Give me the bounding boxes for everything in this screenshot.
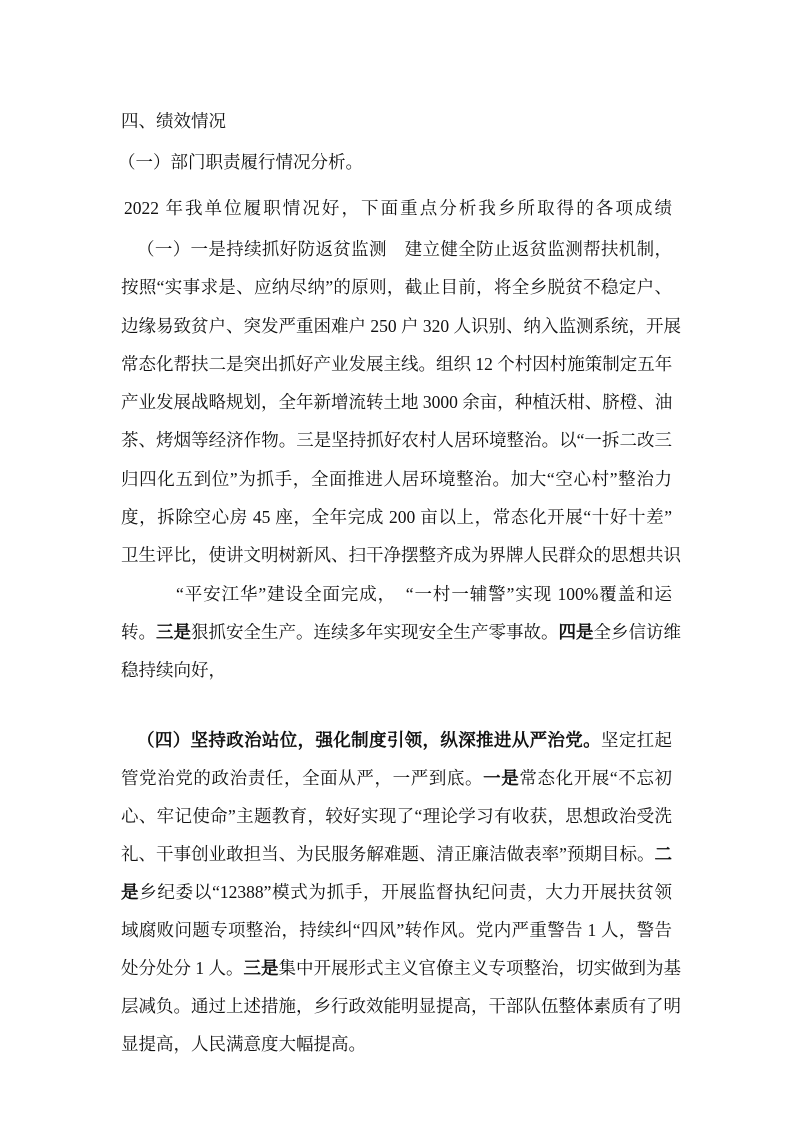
paragraph-line xyxy=(121,721,672,759)
subsection-heading: （一）部门职责履行情况分析。 xyxy=(118,152,363,172)
bold-text-segment: 一是 xyxy=(483,768,520,788)
bold-text-segment: 三是 xyxy=(156,621,191,642)
paragraph-line xyxy=(121,835,672,873)
text-segment: 集中开展形式主义官僚主义专项整治，切实做到为基 xyxy=(278,958,681,978)
text-segment: 处分处分 1 人。 xyxy=(121,958,244,978)
paragraph-line xyxy=(121,873,672,911)
paragraph-line: 常态化帮扶二是突出抓好产业发展主线。组织 12 个村因村施策制定五年 xyxy=(121,353,673,374)
text-segment: 狠抓安全生产。连续多年实现安全生产零事故。 xyxy=(191,621,559,642)
paragraph-line: 显提高，人民满意度大幅提高。 xyxy=(121,1034,366,1054)
text-segment: 转。 xyxy=(121,621,156,642)
paragraph-line: 茶、烤烟等经济作物。三是坚持抓好农村人居环境整治。以“一拆二改三 xyxy=(121,430,672,451)
text-segment: 乡纪委以“12388”模式为抓手，开展监督执纪问责，大力开展扶贫领 xyxy=(139,882,672,902)
paragraph-line: 归四化五到位”为抓手，全面推进人居环境整治。加大“空心村”整治力 xyxy=(121,468,672,489)
paragraph-line xyxy=(121,949,681,987)
paragraph-line: 心、牢记使命”主题教育，较好实现了“理论学习有收获，思想政治受洗 xyxy=(121,806,672,826)
paragraph-line: 边缘易致贫户、突发严重困难户 250 户 320 人识别、纳入监测系统，开展 xyxy=(121,315,681,336)
intro-line: 2022 年我单位履职情况好，下面重点分析我乡所取得的各项成绩 xyxy=(124,198,672,218)
text-segment: 全乡信访维 xyxy=(593,621,681,642)
paragraph-line: 产业发展战略规划，全年新增流转土地 3000 余亩，种植沃柑、脐橙、油 xyxy=(121,392,673,413)
bold-text-segment: 二 xyxy=(654,844,672,864)
bold-text-segment: （四）坚持政治站位，强化制度引领，纵深推进从严治党。 xyxy=(137,730,601,750)
bold-text-segment: 三是 xyxy=(243,958,279,978)
paragraph-line xyxy=(121,613,681,651)
paragraph-line: 度，拆除空心房 45 座，全年完成 200 亩以上，常态化开展“十好十差” xyxy=(121,507,672,528)
text-segment: 管党治党的政治责任，全面从严，一严到底。 xyxy=(121,768,484,788)
text-segment: 坚定扛起 xyxy=(600,730,673,750)
bold-text-segment: 四是 xyxy=(558,621,594,642)
text-segment: 常态化开展“不忘初 xyxy=(519,768,673,788)
paragraph-line: 域腐败问题专项整治，持续纠“四风”转作风。党内严重警告 1 人，警告 xyxy=(121,920,672,940)
paragraph-line: “平安江华”建设全面完成， “一村一辅警”实现 100%覆盖和运 xyxy=(176,583,672,604)
bold-text-segment: 是 xyxy=(121,882,140,902)
paragraph-2 xyxy=(121,721,681,1063)
paragraph-line: 层减负。通过上述措施，乡行政效能明显提高，干部队伍整体素质有了明 xyxy=(121,996,681,1016)
paragraph-line: 卫生评比，使讲文明树新风、扫干净摆整齐成为界牌人民群众的思想共识 xyxy=(121,545,681,566)
paragraph-line: 稳持续向好， xyxy=(121,660,226,681)
text-segment: 礼、干事创业敢担当、为民服务解难题、清正廉洁做表率”预期目标。 xyxy=(121,844,655,864)
paragraph-line: （一）一是持续抓好防返贫监测 建立健全防止返贫监测帮扶机制， xyxy=(137,239,672,259)
paragraph-1 xyxy=(121,230,681,690)
section-heading: 四、绩效情况 xyxy=(121,111,226,131)
paragraph-line xyxy=(121,759,672,797)
paragraph-line: 按照“实事求是、应纳尽纳”的原则，截止目前，将全乡脱贫不稳定户、 xyxy=(121,277,672,298)
